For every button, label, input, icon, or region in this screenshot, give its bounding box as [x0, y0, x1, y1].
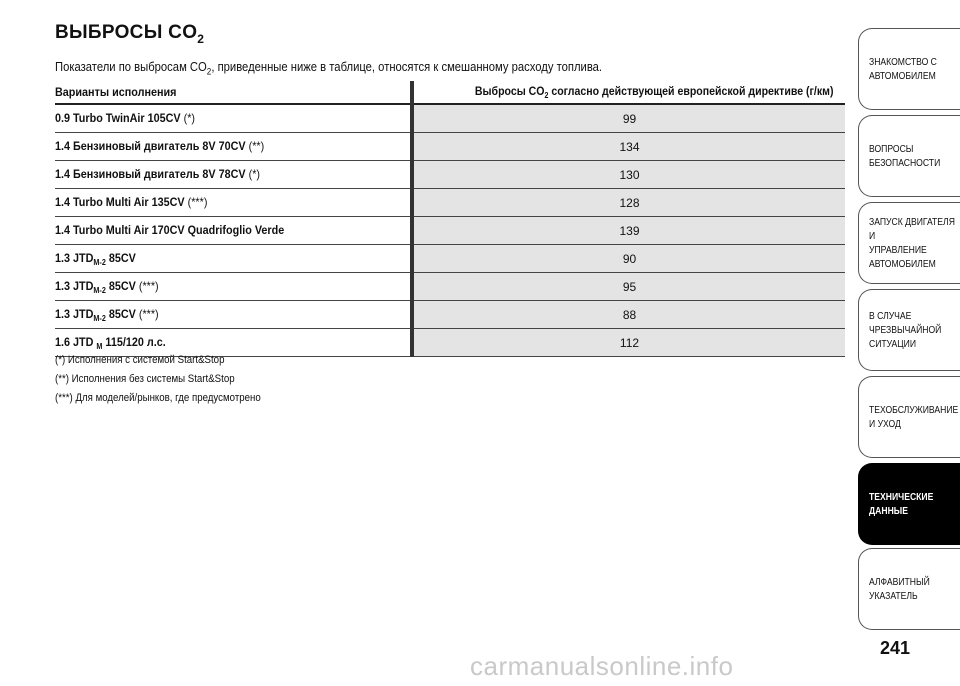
table-row — [55, 245, 845, 273]
engine-variant-cell: 1.3 $JTD_{M-2}$ 85CV (***) — [55, 301, 412, 329]
emission-value-cell: 88 — [412, 301, 845, 329]
chapter-tab-label: ТЕХОБСЛУЖИВАНИЕ И УХОД — [869, 404, 959, 430]
chapter-tab-label: ВОПРОСЫ БЕЗОПАСНОСТИ — [869, 143, 941, 169]
page-title: ВЫБРОСЫ $CO_2$ — [55, 22, 205, 46]
engine-variant-cell: 0.9 Turbo TwinAir 105CV (*) — [55, 104, 412, 133]
chapter-tab[interactable] — [858, 463, 960, 545]
footnote: (*) Исполнения с системой Start&Stop — [55, 354, 225, 366]
table-row — [55, 273, 845, 301]
emission-value-cell: 139 — [412, 217, 845, 245]
engine-variant-cell: 1.6 JTD $_M$ 115/120 л.с. — [55, 329, 412, 357]
emission-value-cell: 130 — [412, 161, 845, 189]
column-header-variants: Варианты исполнения — [55, 81, 412, 104]
engine-variant-cell: 1.3 $JTD_{M-2}$ 85CV (***) — [55, 273, 412, 301]
table-row — [55, 301, 845, 329]
chapter-tab-label: АЛФАВИТНЫЙ УКАЗАТЕЛЬ — [869, 576, 930, 602]
table-header-row — [55, 81, 845, 104]
emission-value-cell: 99 — [412, 104, 845, 133]
chapter-tab[interactable] — [858, 28, 960, 110]
chapter-tab[interactable] — [858, 289, 960, 371]
table-row — [55, 189, 845, 217]
page-number: 241 — [880, 638, 911, 658]
watermark: carmanualsonline.info — [470, 651, 734, 681]
table-row — [55, 217, 845, 245]
chapter-tab-label: ЗНАКОМСТВО С АВТОМОБИЛЕМ — [869, 56, 937, 82]
emissions-table — [55, 81, 845, 357]
footnote: (**) Исполнения без системы Start&Stop — [55, 373, 235, 385]
engine-variant-cell: 1.4 Turbo Multi Air 135CV (***) — [55, 189, 412, 217]
column-header-emissions: Выбросы $CO_2$ согласно действующей европейской директиве (г/км) — [412, 81, 845, 104]
engine-variant-cell: 1.4 Бензиновый двигатель 8V 78CV (*) — [55, 161, 412, 189]
engine-variant-cell: 1.4 Бензиновый двигатель 8V 70CV (**) — [55, 133, 412, 161]
chapter-tab-label: ТЕХНИЧЕСКИЕ ДАННЫЕ — [869, 491, 934, 517]
engine-variant-cell: 1.4 Turbo Multi Air 170CV Quadrifoglio Verde — [55, 217, 412, 245]
table-row — [55, 133, 845, 161]
table-row — [55, 104, 845, 133]
footnote: (***) Для моделей/рынков, где предусмотрено — [55, 392, 261, 404]
intro-text: Показатели по выбросам $CO_2$, приведенные ниже в таблице, относятся к смешанному расходу топлива. — [55, 60, 603, 77]
emission-value-cell: 90 — [412, 245, 845, 273]
table-row — [55, 161, 845, 189]
emission-value-cell: 134 — [412, 133, 845, 161]
emission-value-cell: 95 — [412, 273, 845, 301]
engine-variant-cell: 1.3 $JTD_{M-2}$ 85CV — [55, 245, 412, 273]
emission-value-cell: 128 — [412, 189, 845, 217]
chapter-tab[interactable] — [858, 548, 960, 630]
chapter-tab-label: В СЛУЧАЕ ЧРЕЗВЫЧАЙНОЙ СИТУАЦИИ — [869, 310, 942, 350]
table-row — [55, 329, 845, 357]
chapter-tab-label: ЗАПУСК ДВИГАТЕЛЯ И УПРАВЛЕНИЕ АВТОМОБИЛЕМ — [869, 216, 955, 270]
chapter-tab[interactable] — [858, 115, 960, 197]
chapter-tab[interactable] — [858, 376, 960, 458]
chapter-tab[interactable] — [858, 202, 960, 284]
emission-value-cell: 112 — [412, 329, 845, 357]
